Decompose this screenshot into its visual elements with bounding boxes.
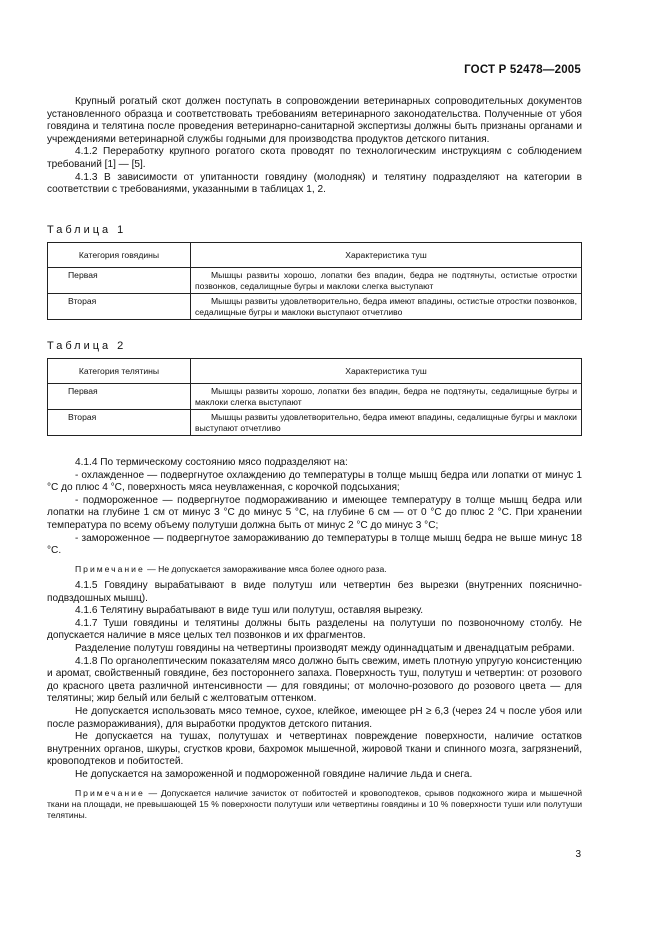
- table-row: [48, 384, 582, 410]
- table-cell-text: Мышцы развиты хорошо, лопатки без впадин, бедра не подтянуты, остистые отростки позвонков, седалищные бугры и маклоки слегка выступают: [191, 268, 582, 294]
- list-item: - замороженное — подвергнутое замораживанию до температуры в толще мышц бедра не выше минус 18 °С.: [47, 532, 582, 557]
- table-cell-category: Первая: [48, 268, 191, 294]
- list-item: - охлажденное — подвергнутое охлаждению до температуры в толще мышц бедра или лопатки от минус 1 °С до плюс 4 °С, поверхность мяса неувлаженная, с корочкой подсыхания;: [47, 469, 582, 494]
- section-4-1-4: [47, 457, 582, 575]
- table-cell-text: Мышцы развиты удовлетворительно, бедра имеют впадины, остистые отростки позвонков, седалищные бугры и маклоки выступают отчетливо: [191, 294, 582, 320]
- intro-block: [47, 96, 582, 197]
- table-header-cell: Характеристика туш: [191, 359, 582, 384]
- paragraph-4-1-5: 4.1.5 Говядину вырабатывают в виде полутуш или четвертин без вырезки (внутренних пояснично-подвздошных мышц).: [47, 580, 582, 604]
- paragraph: Не допускается на замороженной и подмороженной говядине наличие льда и снега.: [75, 768, 473, 780]
- table-2-caption: Таблица 2: [47, 340, 127, 352]
- table-row: [48, 410, 582, 436]
- sections-4-1-5-to-4-1-8: [47, 580, 582, 821]
- table-header-cell: Категория говядины: [48, 243, 191, 268]
- paragraph-4-1-8: 4.1.8 По органолептическим показателям мясо должно быть свежим, иметь плотную упругую консистенцию и аромат, свойственный говядине, без постороннего запаха. Поверхность туш, полутуш и четвертин: от розового до красного цвета различной интенсивности — для говядины; от молочно-розового до розового цвета — для телятины; жир белый или белый с желтоватым оттенком.: [47, 655, 582, 705]
- paragraph-4-1-3: 4.1.3 В зависимости от упитанности говядину (молодняк) и телятину подразделяют на категории в соответствии с требованиями, указанными в таблицах 1, 2.: [47, 171, 582, 196]
- table-1: [47, 242, 582, 320]
- table-header-cell: Характеристика туш: [191, 243, 582, 268]
- final-note: [47, 788, 582, 821]
- paragraph: Разделение полутуш говядины на четвертины производят между одиннадцатым и двенадцатым ребрами.: [75, 642, 575, 654]
- table-cell-category: Вторая: [48, 294, 191, 320]
- table-row: [48, 268, 582, 294]
- table-cell-category: Первая: [48, 384, 191, 410]
- table-2-block: [47, 340, 582, 436]
- table-1-block: [47, 224, 582, 320]
- table-cell-text: Мышцы развиты хорошо, лопатки без впадин, бедра не подтянуты, седалищные бугры и маклоки слегка выступают: [191, 384, 582, 410]
- table-cell-text: Мышцы развиты удовлетворительно, бедра имеют впадины, седалищные бугры и маклоки выступают отчетливо: [191, 410, 582, 436]
- paragraph: Крупный рогатый скот должен поступать в сопровождении ветеринарных сопроводительных документов установленного образца и соответствовать требованиям ветеринарного законодательства. Полученные от убоя говядина и телятина после проведения ветеринарно-санитарной экспертизы должны быть признаны органами и учреждениями ветеринарной службы годными для производства продуктов детского питания.: [47, 96, 582, 145]
- note-label: Примечание: [75, 563, 145, 574]
- page-number: 3: [575, 849, 581, 860]
- paragraph-4-1-2: 4.1.2 Переработку крупного рогатого скота проводят по технологическим инструкциям с соблюдением требований [1] — [5].: [47, 146, 582, 170]
- paragraph: Не допускается на тушах, полутушах и четвертинах повреждение поверхности, наличие остатков внутренних органов, шкуры, сгустков крови, бахромок мышечной, жировой ткани и спинного мозга, загрязнений, кровоподтеков и побитостей.: [47, 731, 582, 768]
- table-2: [47, 358, 582, 436]
- paragraph-4-1-7: 4.1.7 Туши говядины и телятины должны быть разделены на полутуши по позвоночному столбу. Не допускается наличие в мясе целых тел позвонков и их фрагментов.: [47, 617, 582, 642]
- note: [47, 564, 582, 575]
- paragraph: Не допускается использовать мясо темное, сухое, клейкое, имеющее pH ≥ 6,3 (через 24 ч после убоя или после размораживания), для выработки продуктов детского питания.: [47, 705, 582, 730]
- note-text: — Допускается наличие зачисток от побитостей и кровоподтеков, срывов подкожного жира и мышечной ткани на площади, не превышающей 15 % поверхности полутуши или четвертины говядины и 10 % поверхности туши или полутуши телятины.: [47, 787, 582, 820]
- table-cell-category: Вторая: [48, 410, 191, 436]
- standard-header: ГОСТ Р 52478—2005: [464, 64, 581, 76]
- paragraph-4-1-4: 4.1.4 По термическому состоянию мясо подразделяют на:: [75, 457, 348, 468]
- table-row: [48, 294, 582, 320]
- list-item: - подмороженное — подвергнутое подмораживанию и имеющее температуру в толще мышц бедра или лопатки на глубине 1 см от минус 3 °С до минус 5 °С, на глубине 6 см — от 0 °С до плюс 2 °С. При хранении температура по всему объему полутуши должна быть от минус 2 °С до минус 3 °С;: [47, 494, 582, 531]
- table-1-caption: Таблица 1: [47, 224, 127, 236]
- table-header-cell: Категория телятины: [48, 359, 191, 384]
- paragraph-4-1-6: 4.1.6 Телятину вырабатывают в виде туш или полутуш, оставляя вырезку.: [75, 605, 424, 617]
- note-label: Примечание: [75, 787, 145, 798]
- note-text: — Не допускается замораживание мяса более одного раза.: [144, 563, 387, 574]
